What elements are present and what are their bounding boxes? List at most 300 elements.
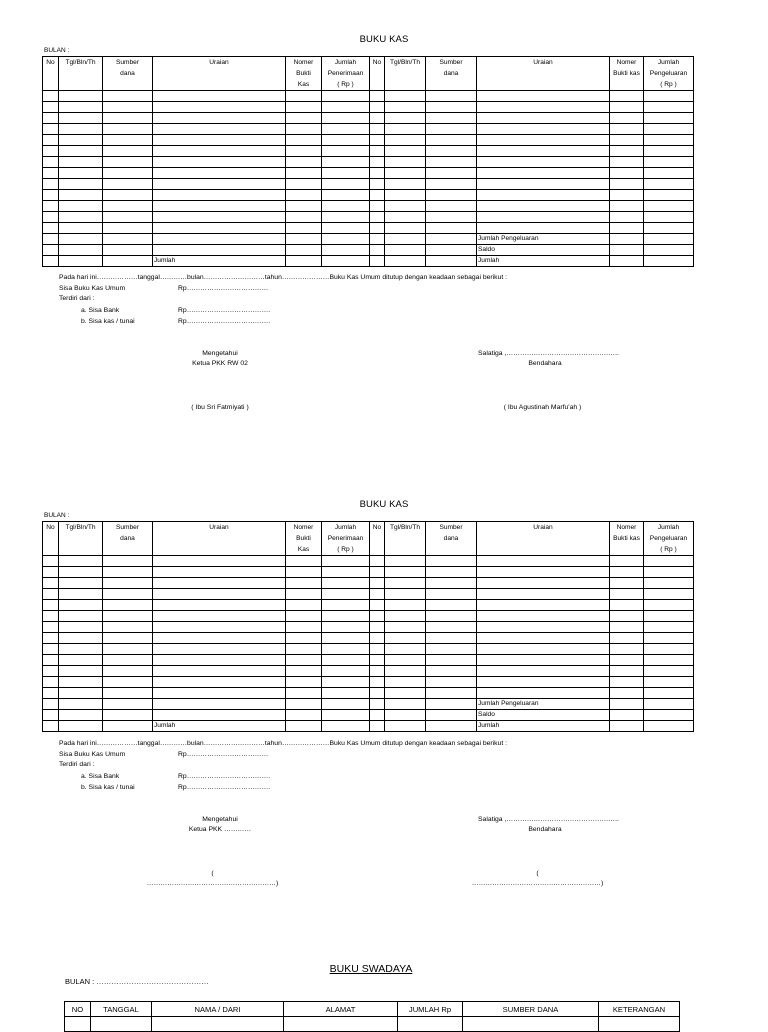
table-cell <box>322 721 370 732</box>
table-cell <box>286 655 322 666</box>
table-cell <box>644 556 694 567</box>
table-cell <box>286 710 322 721</box>
table-cell <box>153 688 286 699</box>
table-cell <box>370 146 385 157</box>
column-header: Jumlah Pengeluaran ( Rp ) <box>644 57 694 91</box>
table-cell <box>153 234 286 245</box>
table-cell <box>477 102 610 113</box>
table-cell <box>322 600 370 611</box>
table-cell <box>153 633 286 644</box>
table-cell <box>644 135 694 146</box>
table-cell <box>610 168 644 179</box>
item-a-value: Rp………………………………. <box>178 306 271 314</box>
table-cell <box>426 223 477 234</box>
table-cell: Jumlah <box>477 721 610 732</box>
table-cell <box>477 157 610 168</box>
table-cell <box>59 113 103 124</box>
table-cell <box>103 179 153 190</box>
sisa-label: Sisa Buku Kas Umum <box>59 284 126 292</box>
table-cell <box>43 245 59 256</box>
table-cell <box>103 600 153 611</box>
table-cell <box>644 102 694 113</box>
table-cell <box>644 245 694 256</box>
table-cell <box>322 655 370 666</box>
table-cell <box>426 699 477 710</box>
table-cell <box>43 655 59 666</box>
table-cell <box>370 688 385 699</box>
table-cell <box>426 677 477 688</box>
table-row <box>43 699 694 710</box>
table-cell <box>644 600 694 611</box>
table-cell <box>322 190 370 201</box>
table-cell <box>385 234 426 245</box>
swadaya-title: BUKU SWADAYA <box>329 963 413 975</box>
table-cell <box>43 223 59 234</box>
place-date: Salatiga ,………………………………………….. <box>478 816 619 823</box>
table-row <box>43 589 694 600</box>
table-cell <box>644 710 694 721</box>
table-cell <box>610 113 644 124</box>
table-cell <box>426 600 477 611</box>
table-cell <box>610 666 644 677</box>
table-cell <box>59 223 103 234</box>
table-cell <box>286 190 322 201</box>
item-a-value: Rp………………………………. <box>178 772 271 780</box>
item-a-label: a. Sisa Bank <box>81 772 120 780</box>
table-cell <box>370 245 385 256</box>
column-header: No <box>43 57 59 91</box>
table-cell <box>426 578 477 589</box>
table-cell <box>477 655 610 666</box>
signature-right: ( …………………………………………………) <box>471 870 604 888</box>
table-cell <box>322 589 370 600</box>
column-header: ALAMAT <box>284 1002 398 1017</box>
kas-table <box>42 56 694 267</box>
table-cell <box>385 223 426 234</box>
table-header-row <box>43 57 694 91</box>
table-cell <box>286 633 322 644</box>
table-cell <box>477 124 610 135</box>
table-cell <box>644 201 694 212</box>
table-row <box>43 190 694 201</box>
table-cell <box>644 113 694 124</box>
table-row <box>43 102 694 113</box>
table-cell <box>644 212 694 223</box>
table-cell <box>322 688 370 699</box>
table-cell <box>286 677 322 688</box>
table-row <box>43 234 694 245</box>
table-cell <box>370 721 385 732</box>
table-cell <box>43 578 59 589</box>
table-cell <box>426 157 477 168</box>
table-cell <box>385 146 426 157</box>
table-cell <box>322 124 370 135</box>
table-row <box>43 688 694 699</box>
table-cell <box>103 633 153 644</box>
table-cell <box>103 113 153 124</box>
table-cell: Jumlah Pengeluaran <box>477 699 610 710</box>
table-row <box>43 633 694 644</box>
table-cell <box>610 190 644 201</box>
table-cell <box>610 135 644 146</box>
table-cell <box>103 190 153 201</box>
table-cell <box>322 666 370 677</box>
table-cell <box>610 567 644 578</box>
table-cell <box>286 699 322 710</box>
table-row <box>43 556 694 567</box>
table-cell <box>286 567 322 578</box>
table-cell <box>610 655 644 666</box>
table-cell <box>644 655 694 666</box>
table-cell <box>385 655 426 666</box>
table-cell <box>477 622 610 633</box>
table-cell <box>426 190 477 201</box>
table-cell <box>398 1017 463 1032</box>
table-cell <box>477 91 610 102</box>
table-cell <box>463 1017 599 1032</box>
table-cell <box>59 677 103 688</box>
table-header-row <box>43 522 694 556</box>
table-cell <box>385 677 426 688</box>
table-cell <box>91 1017 152 1032</box>
table-cell <box>59 655 103 666</box>
table-cell <box>644 666 694 677</box>
table-cell <box>477 201 610 212</box>
item-a-label: a. Sisa Bank <box>81 306 120 314</box>
table-cell <box>286 212 322 223</box>
table-cell <box>286 146 322 157</box>
table-cell <box>322 157 370 168</box>
table-cell <box>59 622 103 633</box>
table-cell <box>370 190 385 201</box>
table-cell <box>610 721 644 732</box>
table-row <box>43 91 694 102</box>
table-cell <box>385 611 426 622</box>
table-cell <box>103 666 153 677</box>
table-row <box>43 655 694 666</box>
table-cell <box>477 168 610 179</box>
table-cell <box>385 699 426 710</box>
table-cell <box>477 666 610 677</box>
table-row <box>43 666 694 677</box>
table-cell <box>477 223 610 234</box>
table-cell <box>286 644 322 655</box>
table-cell <box>43 179 59 190</box>
table-cell <box>59 102 103 113</box>
table-cell <box>103 256 153 267</box>
table-cell <box>385 124 426 135</box>
table-cell <box>153 168 286 179</box>
table-cell <box>153 644 286 655</box>
table-cell <box>286 234 322 245</box>
table-cell <box>644 157 694 168</box>
table-cell: Jumlah <box>153 721 286 732</box>
table-cell <box>59 190 103 201</box>
table-cell <box>370 622 385 633</box>
table-cell <box>610 589 644 600</box>
column-header: TANGGAL <box>91 1002 152 1017</box>
table-cell <box>59 611 103 622</box>
table-cell <box>644 622 694 633</box>
table-cell <box>426 179 477 190</box>
table-cell <box>286 168 322 179</box>
table-cell <box>322 256 370 267</box>
table-cell <box>43 102 59 113</box>
table-cell <box>426 666 477 677</box>
signature-right: ( Ibu Agustinah Marfu'ah ) <box>503 404 582 411</box>
table-cell <box>43 644 59 655</box>
table-cell <box>610 611 644 622</box>
table-cell <box>385 633 426 644</box>
table-cell <box>59 201 103 212</box>
table-cell <box>43 556 59 567</box>
table-cell <box>610 710 644 721</box>
table-cell <box>322 245 370 256</box>
table-cell <box>322 223 370 234</box>
table-cell <box>477 135 610 146</box>
bulan-label: BULAN : <box>44 512 70 519</box>
table-cell <box>59 567 103 578</box>
table-cell <box>103 688 153 699</box>
table-cell <box>103 556 153 567</box>
table-cell <box>153 567 286 578</box>
table-row <box>43 179 694 190</box>
table-cell <box>43 91 59 102</box>
terdiri-label: Terdiri dari : <box>59 761 95 768</box>
table-cell <box>59 699 103 710</box>
table-cell <box>610 644 644 655</box>
table-cell <box>477 556 610 567</box>
terdiri-label: Terdiri dari : <box>59 295 95 302</box>
table-cell <box>153 157 286 168</box>
table-cell <box>644 578 694 589</box>
table-row <box>43 600 694 611</box>
table-cell <box>610 699 644 710</box>
table-cell <box>59 256 103 267</box>
ketua-label: Ketua PKK ………… <box>188 826 252 833</box>
table-cell <box>43 633 59 644</box>
column-header: No <box>370 57 385 91</box>
table-cell <box>385 245 426 256</box>
table-row <box>43 721 694 732</box>
column-header: Sumber dana <box>426 522 477 556</box>
table-cell <box>610 179 644 190</box>
table-cell <box>103 201 153 212</box>
table-cell <box>43 190 59 201</box>
table-cell <box>103 146 153 157</box>
table-cell <box>426 710 477 721</box>
table-cell <box>385 578 426 589</box>
table-cell <box>59 633 103 644</box>
table-cell <box>43 710 59 721</box>
table-cell <box>153 146 286 157</box>
table-cell <box>59 124 103 135</box>
table-cell <box>103 102 153 113</box>
table-cell <box>370 102 385 113</box>
column-header: NO <box>65 1002 91 1017</box>
table-cell <box>103 234 153 245</box>
table-cell <box>370 135 385 146</box>
table-cell <box>477 677 610 688</box>
column-header: Uraian <box>477 57 610 91</box>
table-cell <box>426 113 477 124</box>
table-cell: Jumlah <box>477 256 610 267</box>
table-cell <box>477 589 610 600</box>
table-cell <box>43 135 59 146</box>
table-cell <box>426 589 477 600</box>
table-row <box>43 245 694 256</box>
table-cell <box>322 91 370 102</box>
table-cell <box>59 578 103 589</box>
table-cell <box>610 688 644 699</box>
bendahara-label: Bendahara <box>528 360 562 367</box>
swadaya-table <box>64 1001 680 1032</box>
table-cell <box>322 113 370 124</box>
table-cell <box>370 600 385 611</box>
table-cell <box>477 644 610 655</box>
table-cell <box>43 567 59 578</box>
table-row <box>43 223 694 234</box>
table-cell <box>322 677 370 688</box>
table-cell <box>477 212 610 223</box>
table-cell <box>59 710 103 721</box>
table-cell <box>477 578 610 589</box>
column-header: JUMLAH Rp <box>398 1002 463 1017</box>
table-cell <box>59 644 103 655</box>
table-cell <box>153 600 286 611</box>
table-cell <box>153 611 286 622</box>
table-cell <box>477 567 610 578</box>
table-cell <box>370 644 385 655</box>
table-cell <box>322 135 370 146</box>
place-date: Salatiga ,………………………………………….. <box>478 350 619 357</box>
table-cell <box>644 190 694 201</box>
table-row <box>43 644 694 655</box>
table-cell <box>43 677 59 688</box>
table-cell <box>153 578 286 589</box>
table-cell <box>610 157 644 168</box>
table-cell <box>370 179 385 190</box>
table-cell <box>426 168 477 179</box>
item-b-value: Rp………………………………. <box>178 317 271 325</box>
table-cell <box>43 589 59 600</box>
table-cell <box>426 91 477 102</box>
table-cell <box>103 589 153 600</box>
table-cell <box>370 589 385 600</box>
table-cell <box>370 677 385 688</box>
table-cell <box>370 124 385 135</box>
table-cell <box>322 212 370 223</box>
table-cell: Jumlah Pengeluaran <box>477 234 610 245</box>
table-cell <box>286 600 322 611</box>
table-cell <box>370 168 385 179</box>
table-cell <box>370 212 385 223</box>
table-cell <box>153 245 286 256</box>
table-cell <box>59 556 103 567</box>
table-cell <box>286 666 322 677</box>
table-cell <box>610 578 644 589</box>
table-row <box>43 168 694 179</box>
table-cell <box>103 710 153 721</box>
bendahara-label: Bendahara <box>528 826 562 833</box>
table-cell <box>59 600 103 611</box>
table-cell <box>43 124 59 135</box>
table-cell <box>153 655 286 666</box>
table-cell <box>644 567 694 578</box>
table-cell <box>610 91 644 102</box>
swadaya-bulan-label: BULAN : ……………………………………… <box>65 977 209 986</box>
table-row <box>43 578 694 589</box>
table-cell <box>644 91 694 102</box>
table-cell <box>322 234 370 245</box>
table-cell <box>385 91 426 102</box>
column-header: No <box>370 522 385 556</box>
table-cell <box>385 556 426 567</box>
table-cell <box>610 633 644 644</box>
table-cell <box>610 102 644 113</box>
table-cell <box>385 688 426 699</box>
table-cell <box>370 556 385 567</box>
table-cell <box>43 611 59 622</box>
table-cell <box>43 600 59 611</box>
table-cell <box>385 102 426 113</box>
table-cell <box>103 578 153 589</box>
table-cell <box>152 1017 284 1032</box>
table-cell <box>370 256 385 267</box>
table-cell <box>644 179 694 190</box>
table-cell <box>59 688 103 699</box>
table-cell <box>370 633 385 644</box>
closing-statement: Pada hari ini………………tanggal…………bulan………………………tahun…………………Buku Kas Umum ditutup dengan keadaan sebagai berikut : <box>59 274 508 281</box>
table-cell <box>153 124 286 135</box>
table-cell: Jumlah <box>153 256 286 267</box>
table-cell <box>59 234 103 245</box>
table-cell <box>43 168 59 179</box>
table-cell <box>59 212 103 223</box>
column-header: Nomer Bukti kas <box>610 57 644 91</box>
table-cell <box>644 677 694 688</box>
column-header: Sumber dana <box>103 57 153 91</box>
column-header: Tgl/Bln/Th <box>59 522 103 556</box>
table-cell <box>103 157 153 168</box>
table-cell <box>286 157 322 168</box>
table-cell <box>477 179 610 190</box>
item-b-label: b. Sisa kas / tunai <box>81 317 135 325</box>
table-cell <box>644 721 694 732</box>
table-cell <box>385 256 426 267</box>
table-cell <box>644 589 694 600</box>
column-header: Nomer Bukti Kas <box>286 522 322 556</box>
column-header: Sumber dana <box>103 522 153 556</box>
page-title: BUKU KAS <box>359 34 409 45</box>
table-cell <box>370 91 385 102</box>
table-cell <box>385 179 426 190</box>
table-cell <box>426 622 477 633</box>
column-header: Sumber dana <box>426 57 477 91</box>
table-cell <box>286 245 322 256</box>
table-row <box>43 567 694 578</box>
table-cell <box>610 600 644 611</box>
table-cell <box>644 234 694 245</box>
table-cell <box>426 102 477 113</box>
signature-left: ( …………………………………………………) <box>146 870 279 888</box>
table-row <box>43 135 694 146</box>
table-cell <box>43 212 59 223</box>
table-cell <box>153 556 286 567</box>
table-cell <box>286 223 322 234</box>
table-cell <box>370 710 385 721</box>
table-cell <box>153 102 286 113</box>
